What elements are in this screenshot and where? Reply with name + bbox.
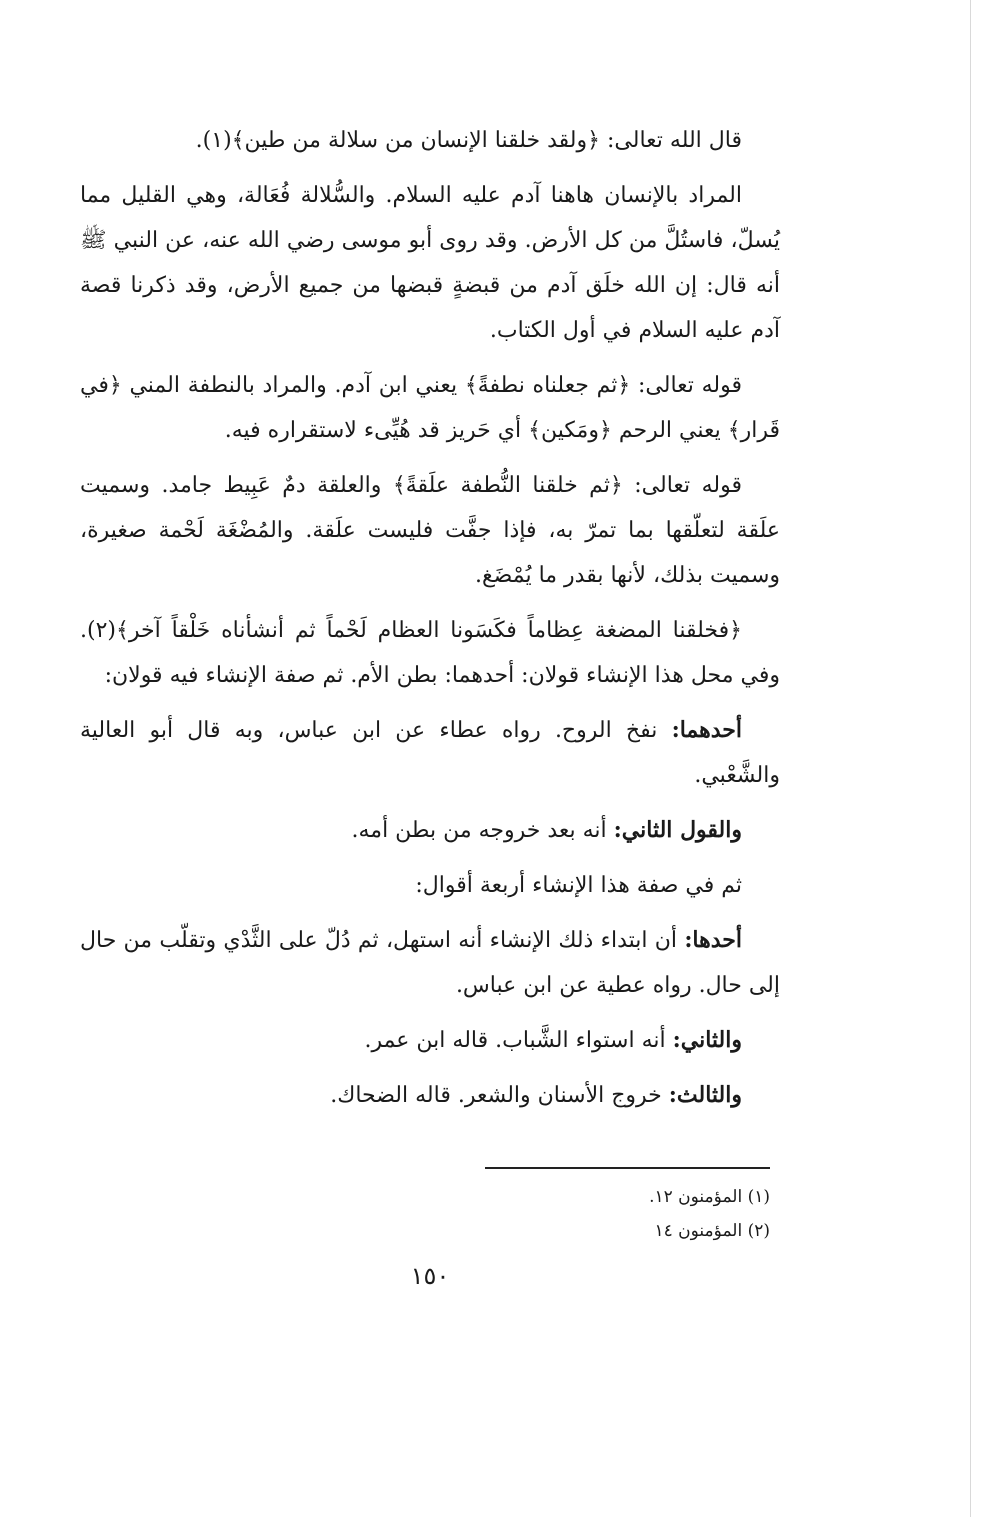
paragraph-text: ثم في صفة هذا الإنشاء أربعة أقوال: [415, 873, 742, 898]
paragraph-text: نفخ الروح. رواه عطاء عن ابن عباس، وبه قال أبو العالية والشَّعْبي. [80, 718, 780, 788]
main-text [80, 118, 780, 1128]
footnotes [480, 1180, 770, 1248]
paragraph-label: أحدها: [684, 927, 742, 953]
page-edge-line [970, 0, 971, 1517]
paragraph-text: أنه بعد خروجه من بطن أمه. [351, 818, 614, 843]
paragraph-verse-intro [80, 118, 780, 163]
paragraph-text: قال الله تعالى: ﴿ولقد خلقنا الإنسان من سلالة من طين﴾(١). [195, 128, 742, 153]
paragraph-saying-one [80, 918, 780, 1008]
paragraph-label: والقول الثاني: [613, 817, 742, 843]
paragraph-saying-three [80, 1073, 780, 1118]
paragraph-label: أحدهما: [671, 717, 742, 743]
footnote-item: (٢) المؤمنون ١٤ [654, 1221, 770, 1241]
paragraph-first-opinion [80, 708, 780, 798]
footnote-divider [485, 1167, 770, 1169]
page-number: ١٥٠ [410, 1262, 450, 1290]
paragraph-mudgha [80, 608, 780, 698]
paragraph-text: خروج الأسنان والشعر. قاله الضحاك. [330, 1083, 669, 1108]
footnote-item: (١) المؤمنون ١٢. [649, 1187, 770, 1207]
paragraph-text: أنه استواء الشَّباب. قاله ابن عمر. [364, 1028, 673, 1053]
paragraph-label: والثالث: [668, 1082, 742, 1108]
paragraph-text: المراد بالإنسان هاهنا آدم عليه السلام. والسُّلالة فُعَالة، وهي القليل مما يُسلّ، فاستُلَّ من كل الأرض. وقد روى أبو موسى رضي الله عنه، عن النبي ﷺ أنه قال: إن الله خلَق آدم من قبضةٍ قبضها من جميع الأرض، وقد ذكرنا قصة آدم عليه السلام في أول الكتاب. [80, 183, 780, 343]
paragraph-second-opinion [80, 808, 780, 853]
paragraph-adam [80, 173, 780, 353]
paragraph-saying-two [80, 1018, 780, 1063]
paragraph-label: والثاني: [672, 1027, 742, 1053]
paragraph-text: قوله تعالى: ﴿ثم خلقنا النُّطفة علَقةً﴾ والعلقة دمٌ عَبِيط جامد. وسميت علَقة لتعلّقها بما تمرّ به، فإذا جفَّت فليست علَقة. والمُضْغَة لَحْمة صغيرة، وسميت بذلك، لأنها بقدر ما يُمْضَغ. [80, 473, 780, 588]
paragraph-nutfa [80, 363, 780, 453]
paragraph-text: ﴿فخلقنا المضغة عِظاماً فكَسَونا العظام لَحْماً ثم أنشأناه خَلْقاً آخر﴾(٢). وفي محل هذا الإنشاء قولان: أحدهما: بطن الأم. ثم صفة الإنشاء فيه قولان: [80, 618, 780, 688]
paragraph-text: أن ابتداء ذلك الإنشاء أنه استهل، ثم دُلّ على الثَّدْي وتقلّب من حال إلى حال. رواه عطية عن ابن عباس. [80, 928, 780, 998]
paragraph-text: قوله تعالى: ﴿ثم جعلناه نطفةً﴾ يعني ابن آدم. والمراد بالنطفة المني ﴿في قَرار﴾ يعني الرحم ﴿ومَكين﴾ أي حَريز قد هُيِّىء لاستقراره فيه. [80, 373, 780, 443]
paragraph-four-sayings [80, 863, 780, 908]
paragraph-alaqa [80, 463, 780, 598]
